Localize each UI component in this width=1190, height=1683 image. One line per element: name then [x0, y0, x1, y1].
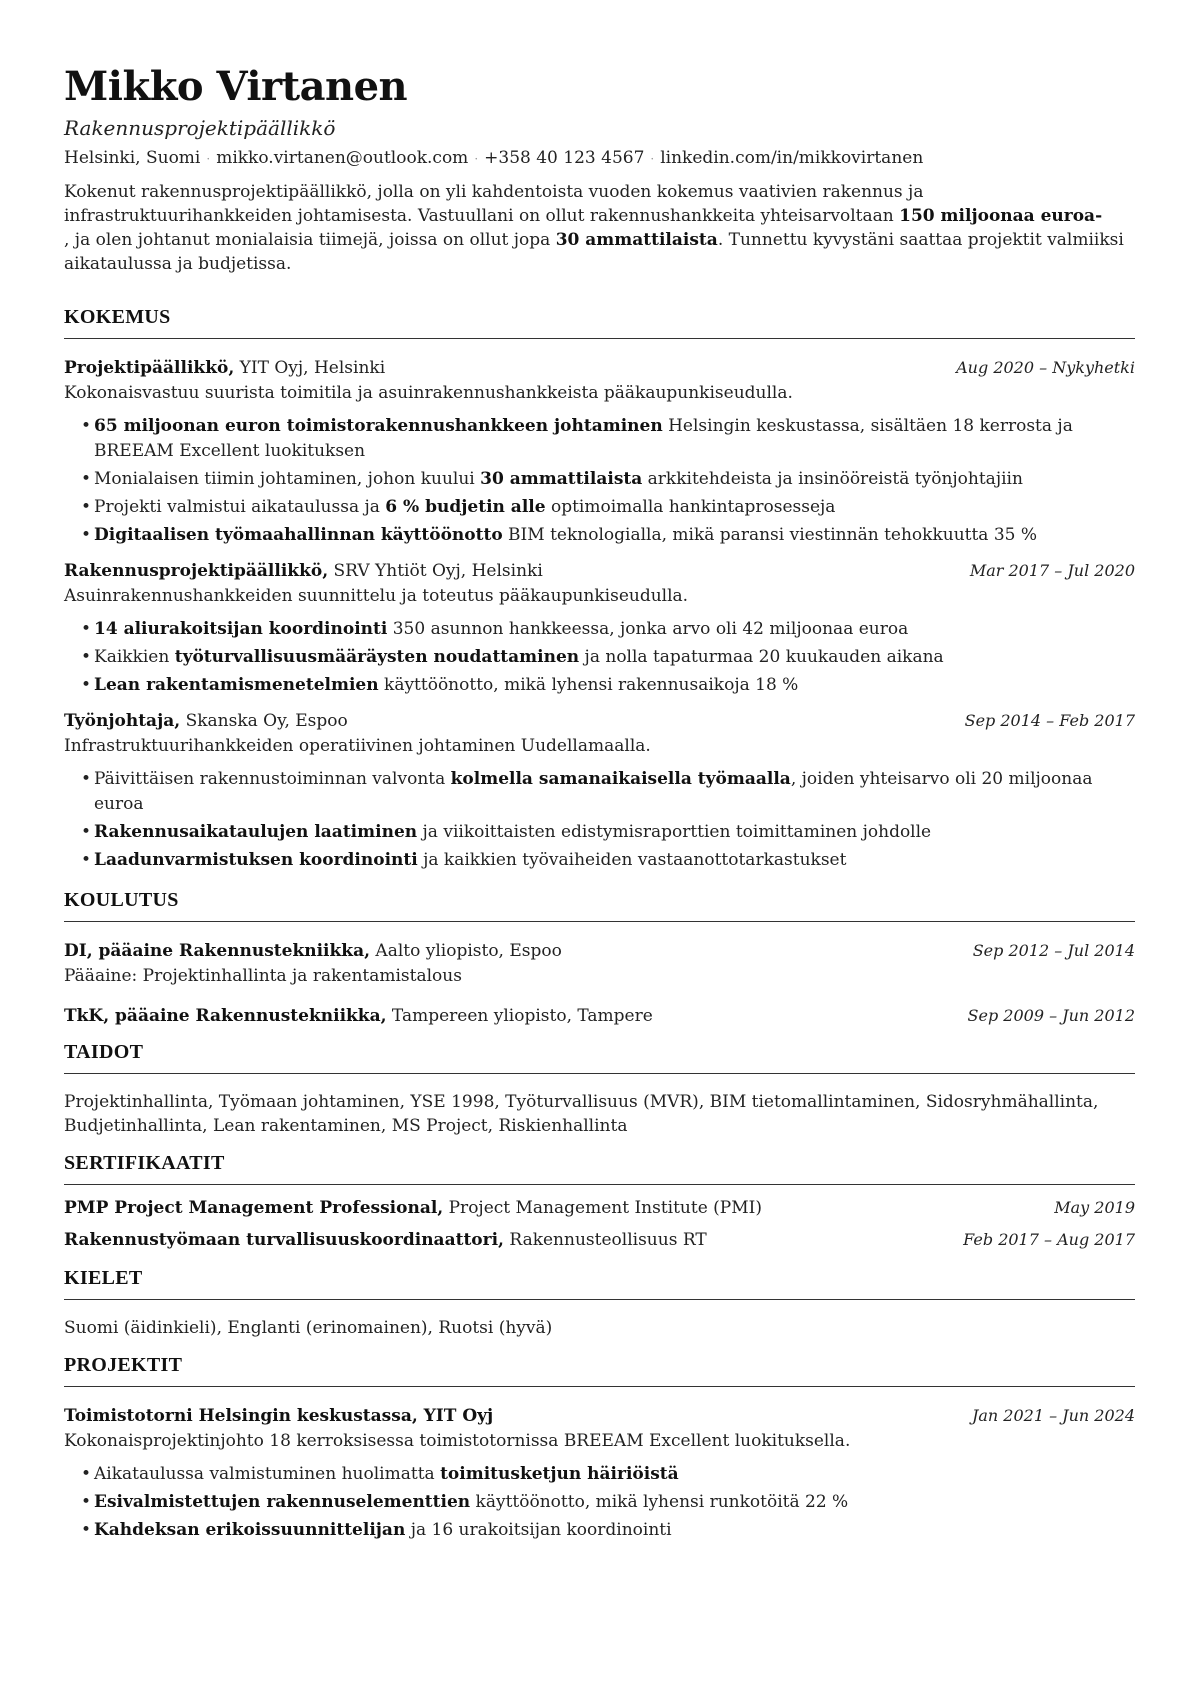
project-name: Toimistotorni Helsingin keskustassa, YIT Oyj: [64, 1406, 494, 1426]
job-bullets: [64, 414, 1135, 548]
education-note: Pääaine: Projektinhallinta ja rakentamistalous: [64, 966, 462, 986]
separator: ·: [474, 152, 479, 166]
candidate-name: Mikko Virtanen: [64, 63, 408, 110]
resume-page: [64, 62, 1135, 1553]
job-org: YIT Oyj, Helsinki: [234, 358, 386, 378]
projects-section: [64, 1352, 1135, 1543]
summary-highlight: 150 miljoonaa euroa-: [899, 206, 1103, 226]
job-org: SRV Yhtiöt Oyj, Helsinki: [328, 561, 543, 581]
bullet-item: • 65 miljoonan euron toimistorakennushankkeen johtaminen Helsingin keskustassa, sisältäen 18 kerrosta ja BREEAM Excellent luokituksen: [81, 414, 1135, 464]
certification-name: Rakennustyömaan turvallisuuskoordinaattori,: [64, 1230, 504, 1250]
job-bullets: [64, 767, 1135, 873]
job-entry: [64, 355, 1135, 548]
bullet-item: • Lean rakentamismenetelmien käyttöönotto, mikä lyhensi rakennusaikoja 18 %: [81, 673, 1135, 698]
bullet-item: • Kaikkien työturvallisuusmääräysten noudattaminen ja nolla tapaturmaa 20 kuukauden aikana: [81, 645, 1135, 670]
project-entry: [64, 1403, 1135, 1543]
school: Tampereen yliopisto, Tampere: [386, 1006, 653, 1026]
job-description: Infrastruktuurihankkeiden operatiivinen johtaminen Uudellamaalla.: [64, 736, 651, 756]
languages-list: Suomi (äidinkieli), Englanti (erinomainen), Ruotsi (hyvä): [64, 1318, 553, 1338]
bullet-item: • Digitaalisen työmaahallinnan käyttöönotto BIM teknologialla, mikä paransi viestinnän tehokkuutta 35 %: [81, 523, 1135, 548]
certification-date: Feb 2017 – Aug 2017: [963, 1230, 1135, 1249]
bullet-item: • Kahdeksan erikoissuunnittelijan ja 16 urakoitsijan koordinointi: [81, 1518, 1135, 1543]
bullet-item: • Rakennusaikataulujen laatiminen ja viikoittaisten edistymisraporttien toimittaminen johdolle: [81, 820, 1135, 845]
degree: TkK, pääaine Rakennustekniikka,: [64, 1006, 387, 1026]
summary-highlight: 30 ammattilaista: [555, 230, 718, 250]
education-section: [64, 887, 1135, 1029]
section-heading: TAIDOT: [64, 1039, 1135, 1074]
linkedin-link[interactable]: linkedin.com/in/mikkovirtanen: [660, 148, 924, 168]
certification-name: PMP Project Management Professional,: [64, 1198, 444, 1218]
phone-number: +358 40 123 4567: [484, 148, 645, 168]
separator: ·: [650, 152, 655, 166]
certification-issuer: Rakennusteollisuus RT: [503, 1230, 707, 1250]
job-description: Kokonaisvastuu suurista toimitila ja asuinrakennushankkeista pääkaupunkiseudulla.: [64, 383, 793, 403]
job-entry: [64, 708, 1135, 873]
education-entry: [64, 938, 1135, 989]
certifications-section: [64, 1150, 1135, 1253]
project-bullets: [64, 1462, 1135, 1543]
skills-section: [64, 1039, 1135, 1138]
bullet-item: • Esivalmistettujen rakennuselementtien käyttöönotto, mikä lyhensi runkotöitä 22 %: [81, 1490, 1135, 1515]
education-date: Sep 2009 – Jun 2012: [967, 1006, 1135, 1025]
summary-text: Kokenut rakennusprojektipäällikkö, jolla on yli kahdentoista vuoden kokemus vaativien rakennus ja infrastruktuurihankkeiden johtamisesta. Vastuullani on ollut rakennushankkeita yhteisarvoltaan: [64, 182, 924, 226]
candidate-title: Rakennusprojektipäällikkö: [64, 116, 336, 140]
section-heading: SERTIFIKAATIT: [64, 1150, 1135, 1185]
job-entry: [64, 558, 1135, 698]
bullet-item: • Päivittäisen rakennustoiminnan valvonta kolmella samanaikaisella työmaalla, joiden yhteisarvo oli 20 miljoonaa euroa: [81, 767, 1135, 817]
summary-text: . Tunnettu kyvystäni saattaa projektit valmiiksi aikataulussa ja budjetissa.: [64, 230, 1124, 274]
bullet-item: • Laadunvarmistuksen koordinointi ja kaikkien työvaiheiden vastaanottotarkastukset: [81, 848, 1135, 873]
resume-header: [64, 62, 1135, 276]
summary: [64, 180, 1135, 276]
education-date: Sep 2012 – Jul 2014: [972, 941, 1135, 960]
job-date: Mar 2017 – Jul 2020: [969, 561, 1135, 580]
job-role: Työnjohtaja,: [64, 711, 181, 731]
certification-entry: [64, 1195, 1135, 1221]
job-org: Skanska Oy, Espoo: [180, 711, 348, 731]
education-entry: [64, 1003, 1135, 1029]
bullet-item: • Monialaisen tiimin johtaminen, johon kuului 30 ammattilaista arkkitehdeista ja insinööreistä työnjohtajiin: [81, 467, 1135, 492]
certification-issuer: Project Management Institute (PMI): [443, 1198, 763, 1218]
project-date: Jan 2021 – Jun 2024: [971, 1406, 1135, 1425]
school: Aalto yliopisto, Espoo: [370, 941, 562, 961]
separator: ·: [206, 152, 211, 166]
job-bullets: [64, 617, 1135, 698]
degree: DI, pääaine Rakennustekniikka,: [64, 941, 371, 961]
bullet-item: • Projekti valmistui aikataulussa ja 6 % budjetin alle optimoimalla hankintaprosesseja: [81, 495, 1135, 520]
section-heading: KIELET: [64, 1265, 1135, 1300]
section-heading: KOKEMUS: [64, 304, 1135, 339]
certification-entry: [64, 1227, 1135, 1253]
location: Helsinki, Suomi: [64, 148, 201, 168]
contact-line: [64, 145, 1135, 172]
section-heading: KOULUTUS: [64, 887, 1135, 922]
certification-date: May 2019: [1054, 1198, 1135, 1217]
job-description: Asuinrakennushankkeiden suunnittelu ja toteutus pääkaupunkiseudulla.: [64, 586, 689, 606]
job-role: Projektipäällikkö,: [64, 358, 235, 378]
bullet-item: • Aikataulussa valmistuminen huolimatta toimitusketjun häiriöistä: [81, 1462, 1135, 1487]
job-role: Rakennusprojektipäällikkö,: [64, 561, 329, 581]
job-date: Aug 2020 – Nykyhetki: [956, 358, 1135, 377]
job-date: Sep 2014 – Feb 2017: [964, 711, 1135, 730]
email-link[interactable]: mikko.virtanen@outlook.com: [216, 148, 469, 168]
project-description: Kokonaisprojektinjohto 18 kerroksisessa toimistotornissa BREEAM Excellent luokituksella.: [64, 1431, 851, 1451]
bullet-item: • 14 aliurakoitsijan koordinointi 350 asunnon hankkeessa, jonka arvo oli 42 miljoonaa euroa: [81, 617, 1135, 642]
summary-text: , ja olen johtanut monialaisia tiimejä, joissa on ollut jopa: [64, 230, 556, 250]
skills-list: Projektinhallinta, Työmaan johtaminen, YSE 1998, Työturvallisuus (MVR), BIM tietomallintaminen, Sidosryhmähallinta, Budjetinhallinta, Lean rakentaminen, MS Project, Riskienhallinta: [64, 1092, 1099, 1136]
languages-section: [64, 1265, 1135, 1340]
experience-section: [64, 304, 1135, 873]
section-heading: PROJEKTIT: [64, 1352, 1135, 1387]
